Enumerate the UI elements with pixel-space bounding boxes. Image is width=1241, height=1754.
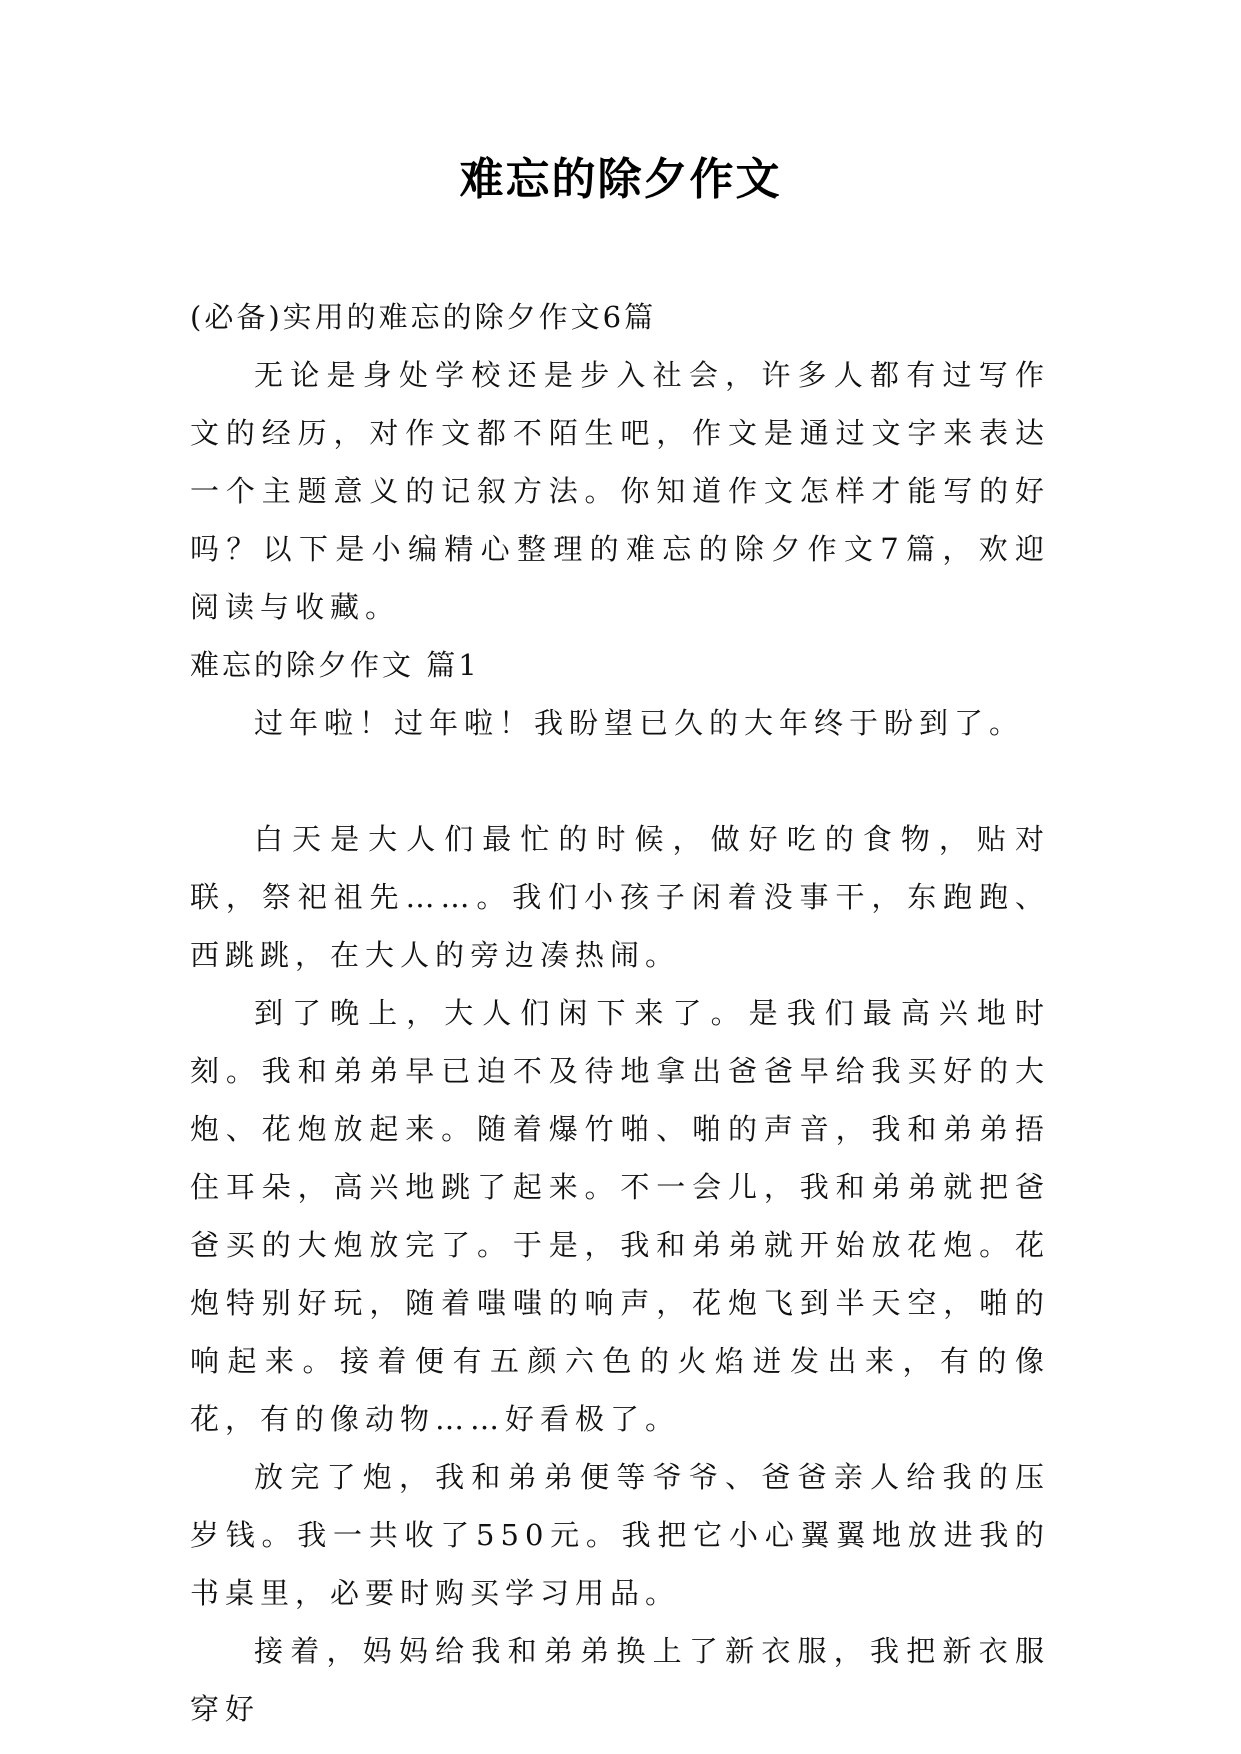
body-paragraph-1: 过年啦！过年啦！我盼望已久的大年终于盼到了。 <box>254 706 1025 740</box>
body-paragraph-3: 到了晚上，大人们闲下来了。是我们最高兴地时刻。我和弟弟早已迫不及待地拿出爸爸早给我买好的大炮、花炮放起来。随着爆竹啪、啪的声音，我和弟弟捂住耳朵，高兴地跳了起来。不一会儿，我和弟弟就把爸爸买的大炮放完了。于是，我和弟弟就开始放花炮。花炮特别好玩，随着嗤嗤的响声，花炮飞到半天空，啪的响起来。接着便有五颜六色的火焰迸发出来，有的像花，有的像动物……好看极了。 <box>190 996 1050 1436</box>
intro-paragraph: 无论是身处学校还是步入社会，许多人都有过写作文的经历，对作文都不陌生吧，作文是通过文字来表达一个主题意义的记叙方法。你知道作文怎样才能写的好吗？以下是小编精心整理的难忘的除夕作文7篇，欢迎阅读与收藏。 <box>190 358 1050 624</box>
document-body <box>190 288 1050 1738</box>
section-heading: 难忘的除夕作文 篇1 <box>190 648 480 682</box>
document-title: 难忘的除夕作文 <box>459 154 782 205</box>
body-paragraph-5: 接着，妈妈给我和弟弟换上了新衣服，我把新衣服穿好 <box>190 1634 1050 1726</box>
document-subtitle: (必备)实用的难忘的除夕作文6篇 <box>190 300 657 334</box>
body-paragraph-4: 放完了炮，我和弟弟便等爷爷、爸爸亲人给我的压岁钱。我一共收了550元。我把它小心翼翼地放进我的书桌里，必要时购买学习用品。 <box>190 1460 1050 1610</box>
paragraph-gap <box>190 752 1050 810</box>
body-paragraph-2: 白天是大人们最忙的时候，做好吃的食物，贴对联，祭祀祖先……。我们小孩子闲着没事干，东跑跑、西跳跳，在大人的旁边凑热闹。 <box>190 822 1050 972</box>
